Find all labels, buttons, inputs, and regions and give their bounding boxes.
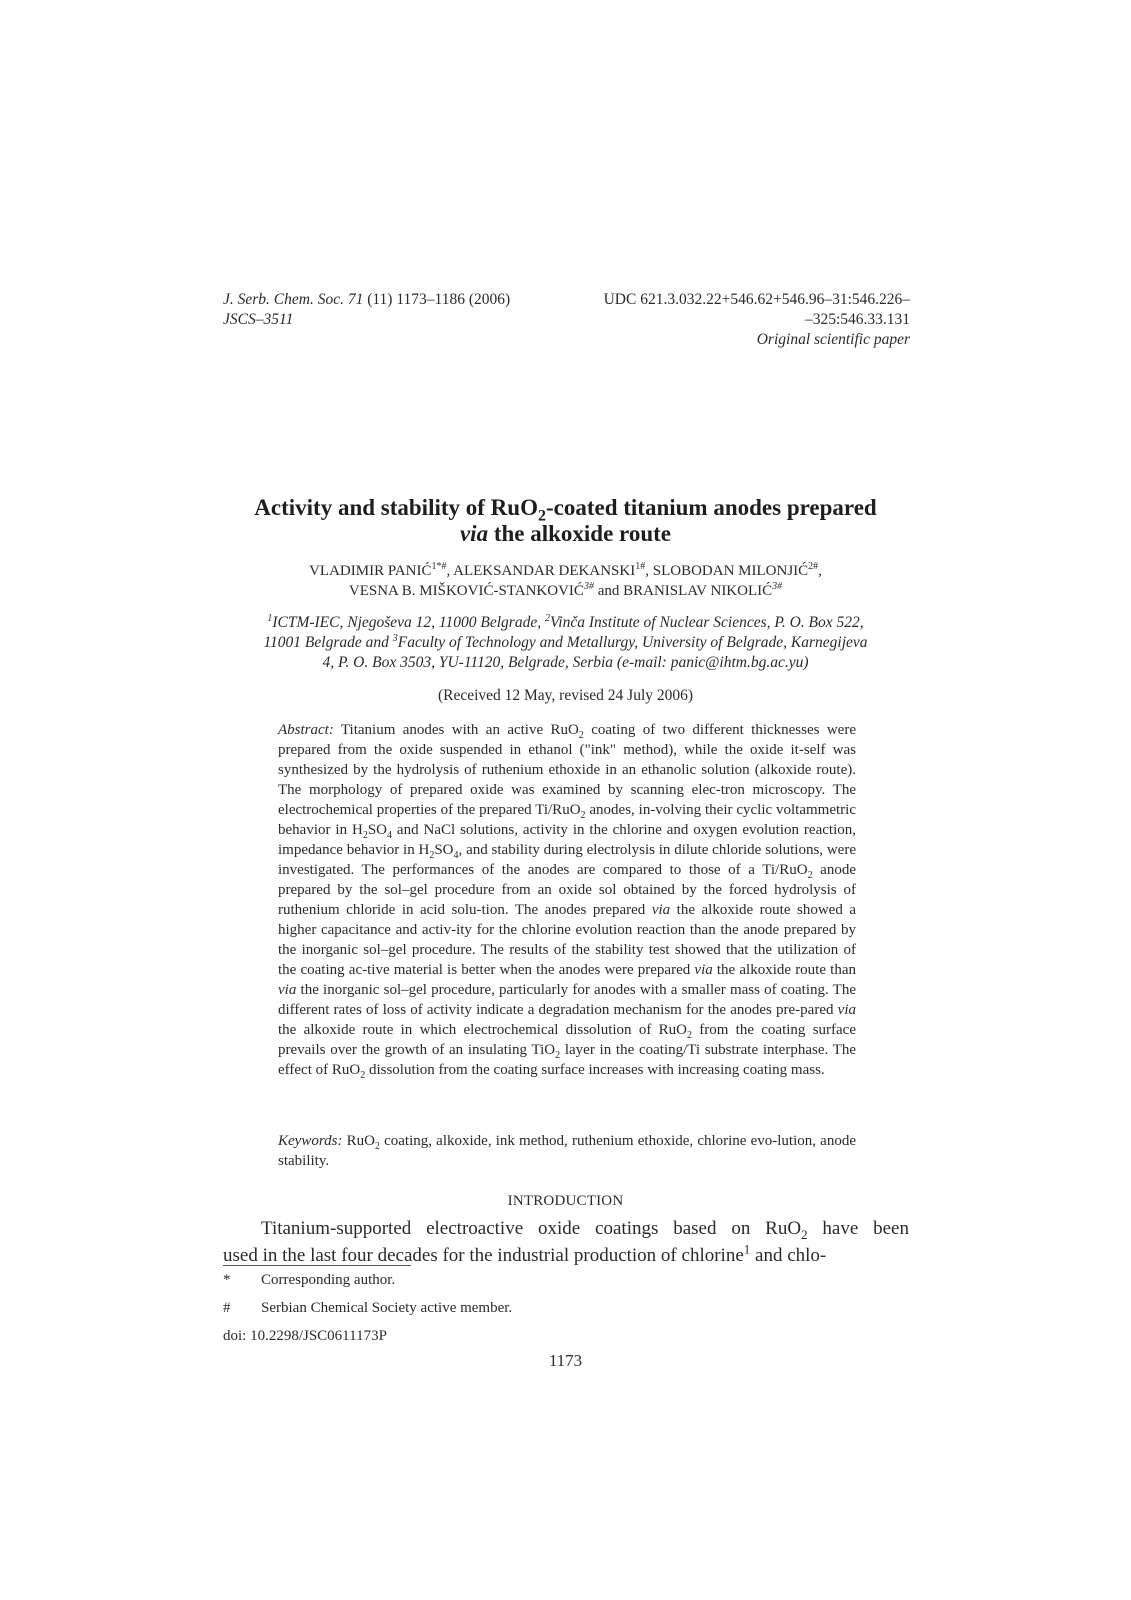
italic-via: via [278, 982, 297, 998]
keywords [278, 1131, 856, 1171]
abstract-text: the inorganic sol–gel procedure, particularly for anodes with a smaller mass of coating. The different rates of loss of activity indicate a degradation mechanism for the anodes pre-pared [278, 982, 856, 1018]
udc-line-1: UDC 621.3.032.22+546.62+546.96–31:546.226– [603, 291, 910, 308]
subscript: 2 [801, 1226, 808, 1242]
author-miskovic-stankovic-mark: 3# [583, 581, 594, 592]
received-dates: (Received 12 May, revised 24 July 2006) [437, 687, 694, 704]
abstract-text: and NaCl solutions, activity in the chlorine and oxygen evolution reaction, impedance behavior in H [278, 822, 856, 858]
intro-text: have been [807, 1218, 909, 1239]
subscript: 4 [387, 830, 392, 841]
footnote-mark: * [223, 1272, 231, 1288]
italic-via: via [694, 962, 713, 978]
subscript: 2 [360, 1070, 366, 1081]
affiliation-1: ICTM-IEC, Njegoševa 12, 11000 Belgrade, [272, 614, 545, 631]
italic-via: via [651, 902, 671, 918]
intro-text: Titanium-supported electroactive oxide coatings based on RuO [261, 1218, 802, 1239]
footnote-rule [223, 1265, 411, 1266]
journal-name: J. Serb. Chem. Soc. [223, 291, 344, 308]
affiliation-3-address: 4, P. O. Box 3503, YU-11120, Belgrade, Serbia (e-mail: panic@ihtm.bg.ac.yu) [322, 654, 809, 671]
footnote-text: Corresponding author. [261, 1272, 396, 1288]
abstract-text: the alkoxide route than [712, 962, 856, 978]
affiliation-2-city: 11001 Belgrade and [263, 634, 393, 651]
title-subscript: 2 [537, 507, 546, 525]
author-separator: , [818, 563, 822, 579]
abstract [278, 720, 856, 1080]
abstract-text: layer in the coating/Ti substrate interphase. The effect of RuO [278, 1042, 856, 1078]
affiliations [210, 613, 921, 673]
abstract-text: SO [367, 822, 387, 838]
abstract-label: Abstract: [278, 722, 334, 738]
affiliation-3: Faculty of Technology and Metallurgy, University of Belgrade, Karnegijeva [397, 634, 868, 651]
author-miskovic-stankovic: VESNA B. MIŠKOVIĆ-STANKOVIĆ [348, 583, 584, 599]
footnote-text: Serbian Chemical Society active member. [261, 1300, 513, 1316]
subscript: 2 [429, 850, 435, 861]
title-part-3: the alkoxide route [488, 521, 672, 546]
footnote-mark: # [223, 1300, 231, 1316]
subscript: 2 [686, 1030, 692, 1041]
journal-issue-pages: (11) 1173–1186 (2006) [367, 291, 511, 308]
subscript: 2 [807, 870, 813, 881]
subscript: 2 [580, 810, 586, 821]
author-nikolic: and BRANISLAV NIKOLIĆ [593, 583, 773, 599]
intro-text: and chlo- [750, 1245, 827, 1266]
journal-citation [223, 290, 553, 330]
subscript: 2 [374, 1141, 380, 1152]
affiliation-2-mark: 2 [544, 612, 550, 624]
section-heading-introduction: INTRODUCTION [507, 1193, 624, 1209]
affiliation-3-mark: 3 [392, 632, 398, 644]
abstract-text: Titanium anodes with an active RuO [333, 722, 579, 738]
title-part-1: Activity and stability of RuO [254, 495, 538, 520]
footnote-member [223, 1298, 512, 1318]
keywords-label: Keywords: [278, 1133, 343, 1149]
abstract-text: SO [434, 842, 454, 858]
subscript: 4 [453, 850, 459, 861]
keywords-text: coating, alkoxide, ink method, ruthenium ethoxide, chlorine evo-lution, anode stability. [278, 1133, 856, 1169]
abstract-text: anode prepared by the sol–gel procedure from an oxide sol obtained by the forced hydrolysis of ruthenium chloride in acid solu-tion. The anodes prepared [278, 862, 856, 918]
subscript: 2 [578, 730, 584, 741]
abstract-text: from the coating surface prevails over the growth of an insulating TiO [278, 1022, 856, 1058]
abstract-text: the alkoxide route showed a higher capacitance and activ-ity for the chlorine evolution reaction than the anode prepared by the inorganic sol–gel procedure. The results of the stability test showed that the utilization of the coating ac-tive material is better when the anodes were prepared [278, 902, 857, 978]
abstract-text: dissolution from the coating surface increases with increasing coating mass. [365, 1062, 825, 1078]
page-number: 1173 [548, 1351, 583, 1370]
udc-line-2: –325:546.33.131 [804, 311, 910, 328]
title-italic-via: via [459, 521, 489, 546]
italic-via: via [837, 1002, 856, 1018]
paper-type: Original scientific paper [756, 331, 910, 348]
introduction-paragraph [223, 1215, 909, 1269]
author-milonjic-mark: 2# [808, 561, 819, 572]
footnote-corresponding [223, 1270, 395, 1290]
journal-volume: 71 [347, 291, 364, 308]
author-dekanski: , ALEKSANDAR DEKANSKI [446, 563, 636, 579]
author-list [200, 561, 931, 601]
abstract-text: anodes, in-volving their cyclic voltammetric behavior in H [278, 802, 856, 838]
author-panic: VLADIMIR PANIĆ [309, 563, 432, 579]
abstract-text: the alkoxide route in which electrochemical dissolution of RuO [278, 1022, 687, 1038]
journal-code: JSCS–3511 [223, 311, 294, 328]
intro-text: used in the last four decades for the industrial production of chlorine [223, 1245, 744, 1266]
reference-mark: 1 [743, 1241, 751, 1257]
author-dekanski-mark: 1# [635, 561, 646, 572]
author-nikolic-mark: 3# [772, 581, 783, 592]
abstract-text: , and stability during electrolysis in dilute chloride solutions, were investigated. The performances of the anodes are compared to those of a Ti/RuO [278, 842, 856, 878]
affiliation-2: Vinča Institute of Nuclear Sciences, P. O. Box 522, [549, 614, 864, 631]
title-part-2: -coated titanium anodes prepared [545, 495, 877, 520]
affiliation-1-mark: 1 [267, 612, 273, 624]
abstract-text: coating of two different thicknesses were prepared from the oxide suspended in ethanol ("ink" method), while the oxide it-self was synthesized by the hydrolysis of ruthenium ethoxide in an ethanolic solution (alkoxide route). The morphology of prepared oxide was examined by scanning elec-tron microscopy. The electrochemical properties of the prepared Ti/RuO [278, 722, 856, 818]
paper-title [200, 495, 931, 547]
author-milonjic: , SLOBODAN MILONJIĆ [645, 563, 809, 579]
doi: doi: 10.2298/JSC0611173P [223, 1328, 387, 1344]
subscript: 2 [555, 1050, 561, 1061]
keywords-text: RuO [342, 1133, 375, 1149]
subscript: 2 [362, 830, 368, 841]
author-panic-mark: 1*# [431, 561, 447, 572]
udc-classification [560, 290, 910, 350]
